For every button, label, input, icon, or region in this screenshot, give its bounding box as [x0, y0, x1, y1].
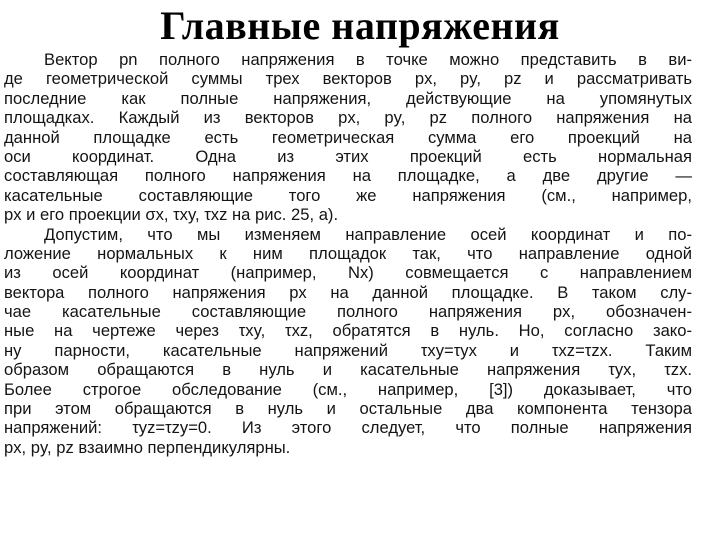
- text-line: ну парности, касательные напряжений τxy=τyx и τxz=τzx. Таким: [4, 340, 692, 360]
- text-line: данной площадке есть геометрическая сумма его проекций на: [4, 127, 692, 147]
- text-line: чае касательные составляющие полного напряжения px, обозначен-: [4, 302, 692, 322]
- text-line: площадках. Каждый из векторов px, py, pz полного напряжения на: [4, 108, 692, 128]
- text-line: напряжений: τyz=τzy=0. Из этого следует, что полные напряжения: [4, 418, 692, 438]
- text-line: Более строгое обследование (см., например, [3]) доказывает, что: [4, 379, 692, 399]
- text-line: ные на чертеже через τxy, τxz, обратятся в нуль. Но, согласно зако-: [4, 321, 692, 341]
- text-line: образом обращаются в нуль и касательные напряжения τyx, τzx.: [4, 360, 692, 380]
- text-line: оси координат. Одна из этих проекций есть нормальная: [4, 146, 692, 166]
- text-line: Допустим, что мы изменяем направление осей координат и по-: [44, 224, 692, 244]
- text-line: из осей координат (например, Nx) совмещается с направлением: [4, 263, 692, 283]
- text-line: де геометрической суммы трех векторов px, py, pz и рассматривать: [4, 69, 692, 89]
- text-line: последние как полные напряжения, действующие на упомянутых: [4, 88, 692, 108]
- text-line: px, py, pz взаимно перпендикулярны.: [4, 437, 291, 457]
- text-line: вектора полного напряжения px на данной площадке. В таком слу-: [4, 282, 692, 302]
- text-line: Вектор pn полного напряжения в точке можно представить в ви-: [44, 50, 692, 69]
- scanned-text-block: [4, 50, 692, 538]
- text-line: при этом обращаются в нуль и остальные два компонента тензора: [4, 399, 692, 419]
- slide-title: Главные напряжения: [160, 3, 560, 48]
- text-line: px и его проекции σx, τxy, τxz на рис. 25, a).: [4, 205, 339, 225]
- text-line: ложение нормальных к ним площадок так, что направление одной: [4, 243, 692, 263]
- text-line: составляющая полного напряжения на площадке, а две другие —: [4, 166, 692, 186]
- text-line: касательные составляющие того же напряжения (см., например,: [4, 185, 692, 205]
- paragraph-1: [4, 50, 692, 225]
- paragraph-2: [4, 225, 692, 458]
